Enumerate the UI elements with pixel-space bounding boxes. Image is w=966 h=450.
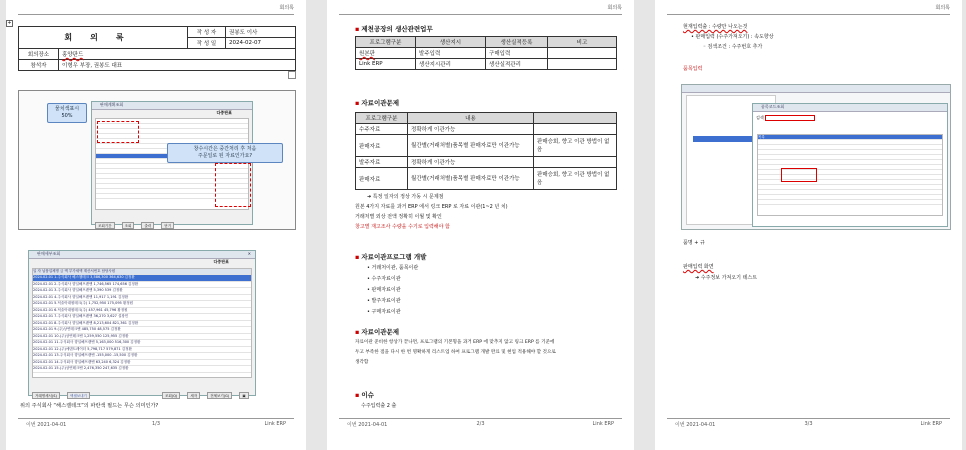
author-label: 작 성 자	[188, 27, 226, 38]
section-heading	[355, 252, 426, 261]
search-input[interactable]	[765, 115, 815, 121]
grid-row[interactable]: 2024.02.01 2.주식회사 향일해프랜밴 1,746,565 174,656 김정환	[33, 282, 251, 289]
table-cell: 정확하게 이관가능	[408, 124, 534, 135]
window-header-label: 다중판표	[213, 259, 229, 264]
embedded-screenshot-3	[681, 84, 951, 230]
close-icon[interactable]: ✕	[247, 251, 251, 256]
table-cell	[534, 124, 617, 135]
note-text: 거래처별 외상 전액 정확히 이월 및 확인	[355, 214, 442, 220]
callout-text: 물치색표시	[54, 106, 80, 112]
author-value[interactable]: 권봉도 이사	[226, 27, 296, 38]
footer-page-number: 2/3	[476, 421, 485, 427]
section-heading	[355, 24, 433, 33]
meeting-place-label: 회의장소	[19, 49, 59, 60]
callout-color-note	[47, 103, 87, 123]
paragraph-line: 두고 부족한 점을 다시 한 번 명확하게 리스트업 하여 프로그램 개발 완료 및 현업 적용해야 할 것으로	[355, 350, 556, 355]
table-header	[534, 113, 617, 124]
list-item-text: 발주자료이관	[371, 298, 401, 304]
meeting-place-text: 홍양판드	[62, 52, 84, 58]
section-heading-text: 제천공장의 생산관련업무	[361, 25, 433, 33]
table-header: 프로그램구분	[356, 113, 408, 124]
header-rule	[667, 14, 950, 15]
grid-row[interactable]: 2024.02.01 3.주식회사 향일해프랜밴 5,390 539 김정환	[33, 288, 251, 295]
document-title: 회의록	[19, 27, 188, 49]
grid-row[interactable]: 2024.02.01 13.주식회사 향일해프랜밴 -155,000 -15,500 김정환	[33, 353, 251, 360]
section-heading-text: 자료이관문제	[361, 99, 400, 107]
grid-row[interactable]: 2024.02.01 6.덕술아대원테크(주) 457,961 45,796 황정원	[33, 308, 251, 315]
section-heading	[355, 327, 399, 336]
app-toolbar	[682, 85, 950, 93]
print-button[interactable]: 출력	[141, 222, 154, 229]
attendees-value[interactable]: 이형우 부장, 권봉도 대표	[59, 60, 296, 71]
grid-header: 목록	[758, 135, 942, 140]
search-button[interactable]: 조회(Q)	[162, 392, 180, 399]
table-cell-text: 원본판	[359, 51, 375, 57]
body-line-text: 판매입력 (수주가져오기) : 속도향상	[695, 34, 774, 40]
section-heading	[355, 98, 399, 107]
footer-page-number: 3/3	[804, 421, 813, 427]
window-title-text: 판매세부조회	[37, 251, 61, 256]
grid-row[interactable]: 2024.02.01 8.주식회사 향일해프랜밴 8,213,604 821,361 김정환	[33, 321, 251, 328]
section-heading-text: 자료이관프로그램 개발	[361, 253, 427, 261]
grid-row[interactable]: 2024.02.01 15.(주)상연테크밴 2,476,350 247,635 김정환	[33, 366, 251, 373]
document-page-1	[6, 0, 306, 450]
bullet-square-icon: ▪	[355, 328, 360, 336]
window-toolbar-label: 다중판표	[216, 110, 232, 115]
printer-icon[interactable]: ▣	[239, 392, 248, 399]
highlight-box	[97, 121, 139, 143]
list-item-text: 거래처이관, 품목이관	[371, 265, 419, 271]
table-header: 프로그램구분	[356, 37, 416, 48]
window-title	[29, 251, 255, 259]
list-item: • 구매자료이관	[367, 309, 401, 315]
issue-text	[361, 401, 396, 411]
body-line: 품명 + 규	[683, 240, 705, 246]
new-button[interactable]: 새자	[187, 392, 200, 399]
grid-row-selected[interactable]: 2024.02.01 1.주식회사 해스첼테크 3,586,300 364,630 김정환	[33, 275, 251, 282]
grid-row[interactable]: 2024.02.01 10.(주)상연테크밴 1,259,550 125,955 김정환	[33, 334, 251, 341]
page-header-label: 회의록	[607, 5, 622, 11]
statement-button[interactable]: 거래명세서(S)	[32, 392, 60, 399]
list-item-text: 판매자료이관	[371, 287, 401, 293]
body-line: • 판매입력 (수주가져오기) : 속도향상	[691, 34, 774, 40]
table-resize-handle[interactable]	[288, 71, 296, 79]
window-button-bar	[92, 210, 252, 233]
header-rule	[339, 14, 622, 15]
paragraph-line: 생각함	[355, 360, 369, 365]
table-cell	[548, 48, 617, 59]
footer-product: Link ERP	[264, 421, 286, 427]
grid-row[interactable]	[758, 200, 942, 205]
footer-product: Link ERP	[920, 421, 942, 427]
callout-text: 50%	[61, 113, 73, 119]
table-cell: 구매입력	[486, 48, 548, 59]
period-button[interactable]: 조회기간	[95, 222, 115, 229]
bullet-list	[367, 263, 418, 318]
body-line-text: 판매입력 화면	[683, 264, 714, 270]
grid-row[interactable]: 2024.02.01 14.주식회사 향일해프랜밴 63,240 6,324 김정환	[33, 360, 251, 367]
footer-page-number: 1/3	[151, 421, 161, 427]
table-cell: 월간별(거래처별)품목별 판매자료만 이관가능	[408, 135, 534, 157]
bullet-square-icon: ▪	[355, 25, 360, 33]
sales-detail-grid[interactable]	[32, 268, 252, 378]
table-cell	[548, 59, 617, 70]
search-area	[753, 112, 947, 134]
table-cell: 발주자료	[356, 157, 408, 168]
table-header: 생산실적등록	[486, 37, 548, 48]
page-footer	[667, 418, 950, 428]
page-header-label: 회의록	[935, 5, 950, 11]
table-cell: 판매자료	[356, 168, 408, 190]
grid-row[interactable]: 2024.02.01 4.주식회사 향일해프랜밴 11,917 1,191 김정환	[33, 295, 251, 302]
section-heading	[355, 390, 374, 399]
search-button[interactable]: 조회	[122, 222, 135, 229]
date-value[interactable]: 2024-02-07	[226, 38, 296, 49]
table-cell	[534, 157, 617, 168]
table-header: 생산지시	[416, 37, 486, 48]
note-text-highlight: 창고별 재고조사 수량을 수기로 입력해야 함	[355, 224, 450, 230]
grid-row[interactable]: 2024.02.01 5.덕술아대원테크(주) 1,752,950 175,095 황정원	[33, 301, 251, 308]
bullet-square-icon: ▪	[355, 391, 360, 399]
header-rule	[18, 14, 294, 15]
body-line-text: 검색조건 : 수주번호 추가	[707, 44, 763, 50]
page-footer	[339, 418, 622, 428]
bullet-square-icon: ▪	[355, 253, 360, 261]
list-item-text: 구매자료이관	[371, 309, 401, 315]
list-item: • 판매자료이관	[367, 287, 401, 293]
sales-detail-window	[28, 250, 256, 396]
page-header-label: 회의록	[279, 5, 294, 11]
table-cell: 생산지시관리	[416, 59, 486, 70]
note-text: ➜ 특정 일자의 정상 가동 시 문제점	[367, 194, 444, 200]
grid-row[interactable]: 2024.02.01 7.주식회사 향일해프랜밴 36,270 3,627 설창민	[33, 314, 251, 321]
table-cell: 발주입력	[416, 48, 486, 59]
window-title: 품목코드조회	[753, 104, 947, 112]
bullet-square-icon: ▪	[355, 99, 360, 107]
callout-text: 주문일로 된 자료인가요?	[197, 153, 253, 159]
footer-product: Link ERP	[592, 421, 614, 427]
search-label: 검색	[756, 115, 764, 120]
migration-table	[355, 112, 617, 190]
window-title: 판매계획조회	[92, 102, 252, 110]
body-line	[683, 262, 714, 272]
document-page-3	[655, 0, 962, 450]
embedded-screenshot-1	[18, 90, 296, 230]
table-cell: 판매승회, 향고 이관 방법이 없음	[534, 168, 617, 190]
document-page-2	[327, 0, 634, 450]
body-line: ◦ 검색조건 : 수주번호 추가	[703, 44, 763, 50]
attendees-label: 참석자	[19, 60, 59, 71]
section-heading-text: 이슈	[361, 391, 374, 399]
issue-text-content: 수주입력출 2 출	[361, 403, 397, 409]
body-line-text: 현재입력출 : 수량만 나오는것	[683, 24, 748, 30]
list-item: • 발주자료이관	[367, 298, 401, 304]
note-text: 원본 4가지 자료를 과거 ERP 에서 링크 ERP 로 자료 이관(1~2 년 치)	[355, 204, 508, 210]
table-cell: 정확하게 이관가능	[408, 157, 534, 168]
highlight-box	[781, 168, 817, 182]
footer-date: 이번 2021-04-01	[675, 422, 716, 428]
grid-row[interactable]: 2024.02.01 11.주식회사 향일해프랜밴 5,163,000 516,300 김정환	[33, 340, 251, 347]
meeting-place-value[interactable]	[59, 49, 296, 60]
footer-date: 이번 2021-04-01	[347, 422, 388, 428]
view-all-button[interactable]: 전체보기(G)	[207, 392, 232, 399]
list-item: • 수주자료이관	[367, 276, 401, 282]
table-cell: 생산실적관리	[486, 59, 548, 70]
excel-export-button[interactable]: 엑셀보내기	[67, 392, 90, 399]
grid-row[interactable]: 2024.02.01 12.(주)에덴트레이더 5,798,717 579,871 김정환	[33, 347, 251, 354]
table-cell: Link ERP	[356, 59, 416, 70]
page-footer	[18, 418, 294, 428]
meeting-info-table	[18, 26, 296, 71]
grid-row[interactable]: 2024.02.01 9.(주)상연테크밴 485,750 48,575 김정환	[33, 327, 251, 334]
table-header: 비고	[548, 37, 617, 48]
table-cell: 월간별(거래처별)품목별 판매자료만 이관가능	[408, 168, 534, 190]
table-cell	[356, 48, 416, 59]
table-header: 내용	[408, 113, 534, 124]
grid-header: 일 자 납품업체명 금 액 부가세액 계산서번호 담당사원	[33, 269, 251, 275]
question-text: 위의 주식회사 “해스켈테크”의 파란색 필드는 무슨 의미인가?	[20, 403, 159, 409]
callout-question	[167, 143, 283, 163]
table-cell: 판매승회, 향고 이관 방법이 없음	[534, 135, 617, 157]
section-heading-text: 자료이관문제	[361, 328, 400, 336]
body-line: ➜ 수주정보 가져오기 테스트	[695, 275, 758, 281]
production-table	[355, 36, 617, 70]
date-label: 작 성 일	[188, 38, 226, 49]
list-item: • 거래처이관, 품목이관	[367, 265, 419, 271]
close-button[interactable]: 닫기	[161, 222, 174, 229]
paragraph-line: 자료이관 준비한 항상가 끝나면, 프로그램의 기본형을 과거 ERP 에 맞추지 않고 링크 ERP 를 기준에	[355, 340, 555, 345]
item-code-dialog	[752, 103, 948, 227]
list-item-text: 수주자료이관	[371, 276, 401, 282]
table-cell: 판매자료	[356, 135, 408, 157]
callout-text: 창수시간은 중간처리 후 처음	[193, 146, 257, 152]
section-label: 품목입력	[683, 66, 703, 72]
table-move-handle-icon[interactable]: +	[7, 20, 12, 26]
body-line	[683, 22, 747, 32]
footer-date: 이번 2021-04-01	[26, 422, 67, 428]
table-cell: 수주자료	[356, 124, 408, 135]
highlight-box	[215, 163, 251, 207]
